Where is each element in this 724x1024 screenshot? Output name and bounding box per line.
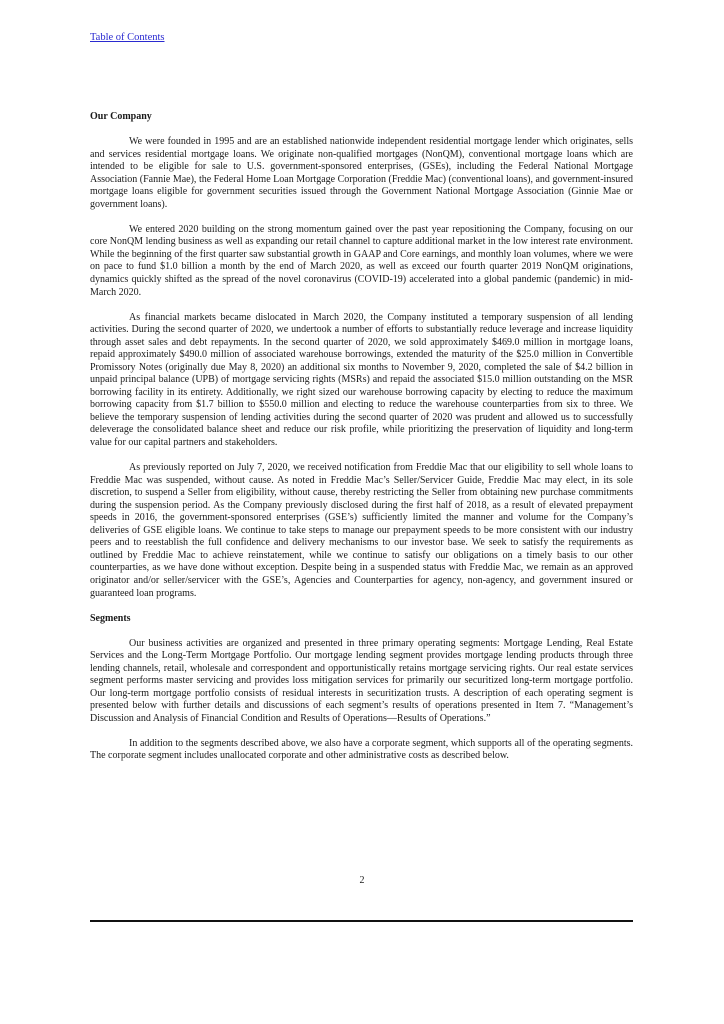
paragraph: As previously reported on July 7, 2020, we received notification from Freddie Mac that our eligibility to sell whole loans to Freddie Mac was suspended, without cause. As noted in Freddie Mac’s Seller/Servicer Guide, Freddie Mac may elect, in its sole discretion, to suspend a Seller from eligibility, without cause, thereby restricting the Seller from obtaining new purchase commitments during the suspension period. As the Company previously disclosed during the first half of 2018, as a result of elevated prepayment speeds in 2016, the government-sponsored enterprises (GSE’s) sufficiently limited the manner and volume for the Company’s deliveries of GSE eligible loans. We continue to take steps to manage our prepayment speeds to be more consistent with our industry peers and to reestablish the full confidence and delivery mechanisms to our investor base. We seek to satisfy the requirements as outlined by Freddie Mac to achieve reinstatement, while we continue to satisfy our obligations on a timely basis to our other counterparties, as we have done without exception. Despite being in a suspended status with Freddie Mac, we remain as an approved originator and/or seller/servicer with the GSE’s, Agencies and Counterparties for agency, non-agency, and government insured or guaranteed loan programs. xyxy=(90,462,633,599)
paragraph: We were founded in 1995 and are an established nationwide independent residential mortgage lender which originates, sells and services residential mortgage loans. We originate non-qualified mortgages (NonQM), conventional mortgage loans which are intended to be eligible for sale to U.S. government-sponsored enterprises, (GSEs), including the Federal National Mortgage Association (Fannie Mae), the Federal Home Loan Mortgage Corporation (Freddie Mac) (conventional loans), and government-insured mortgage loans eligible for government securities issued through the Government National Mortgage Association (Ginnie Mae or government loans). xyxy=(90,136,633,210)
document-body xyxy=(90,111,633,776)
paragraph: As financial markets became dislocated in March 2020, the Company instituted a temporary suspension of all lending activities. During the second quarter of 2020, we undertook a number of efforts to substantially reduce leverage and increase liquidity through asset sales and debt repayments. In the second quarter of 2020, we sold approximately $469.0 million in mortgage loans, repaid approximately $490.0 million of associated warehouse borrowings, extended the maturity of the $25.0 million in Convertible Promissory Notes (originally due May 8, 2020) an additional six months to November 9, 2020, completed the sale of $4.2 billion in unpaid principal balance (UPB) of mortgage servicing rights (MSRs) and repaid the associated $15.0 million outstanding on the MSR borrowing facility in its entirety. Additionally, we right sized our warehouse borrowing capacity by electing to reduce the maximum borrowing capacity from $1.7 billion to $550.0 million and electing to reduce the warehouse counterparties from six to three. We believe the temporary suspension of lending activities during the second quarter of 2020 was prudent and allowed us to successfully deleverage the consolidated balance sheet and reduce our risk profile, while prioritizing the preservation of liquidity and long-term value for our capital partners and stakeholders. xyxy=(90,311,633,449)
section-heading-our-company: Our Company xyxy=(90,111,152,122)
paragraph: Our business activities are organized and presented in three primary operating segments: Mortgage Lending, Real Estate Services and the Long-Term Mortgage Portfolio. Our mortgage lending segment provides mortgage lending products through three lending channels, retail, wholesale and correspondent and opportunistically retains mortgage servicing rights. Our real estate services segment performs master servicing and provides loss mitigation services for primarily our securitized long-term mortgage portfolio. Our long-term mortgage portfolio consists of residual interests in securitization trusts. A description of each operating segment is presented below with further details and discussions of each segment’s results of operations presented in Item 7. “Management’s Discussion and Analysis of Financial Condition and Results of Operations—Results of Operations.” xyxy=(90,637,633,724)
page-number: 2 xyxy=(359,875,365,886)
paragraph: We entered 2020 building on the strong momentum gained over the past year repositioning the Company, focusing on our core NonQM lending business as well as expanding our retail channel to capture additional market in the low interest rate environment. While the beginning of the first quarter saw substantial growth in GAAP and Core earnings, and monthly loan volumes, where we were on pace to fund $1.0 billion a month by the end of March 2020, as well as exceed our fourth quarter 2019 NonQM originations, dynamics quickly shifted as the spread of the novel coronavirus (COVID-19) accelerated into a global pandemic (pandemic) in mid-March 2020. xyxy=(90,223,633,298)
section-heading-segments: Segments xyxy=(90,612,131,624)
paragraph: In addition to the segments described above, we also have a corporate segment, which supports all of the operating segments. The corporate segment includes unallocated corporate and other administrative costs as described below. xyxy=(90,737,633,762)
page-divider xyxy=(90,920,633,922)
table-of-contents-link[interactable]: Table of Contents xyxy=(90,32,165,43)
